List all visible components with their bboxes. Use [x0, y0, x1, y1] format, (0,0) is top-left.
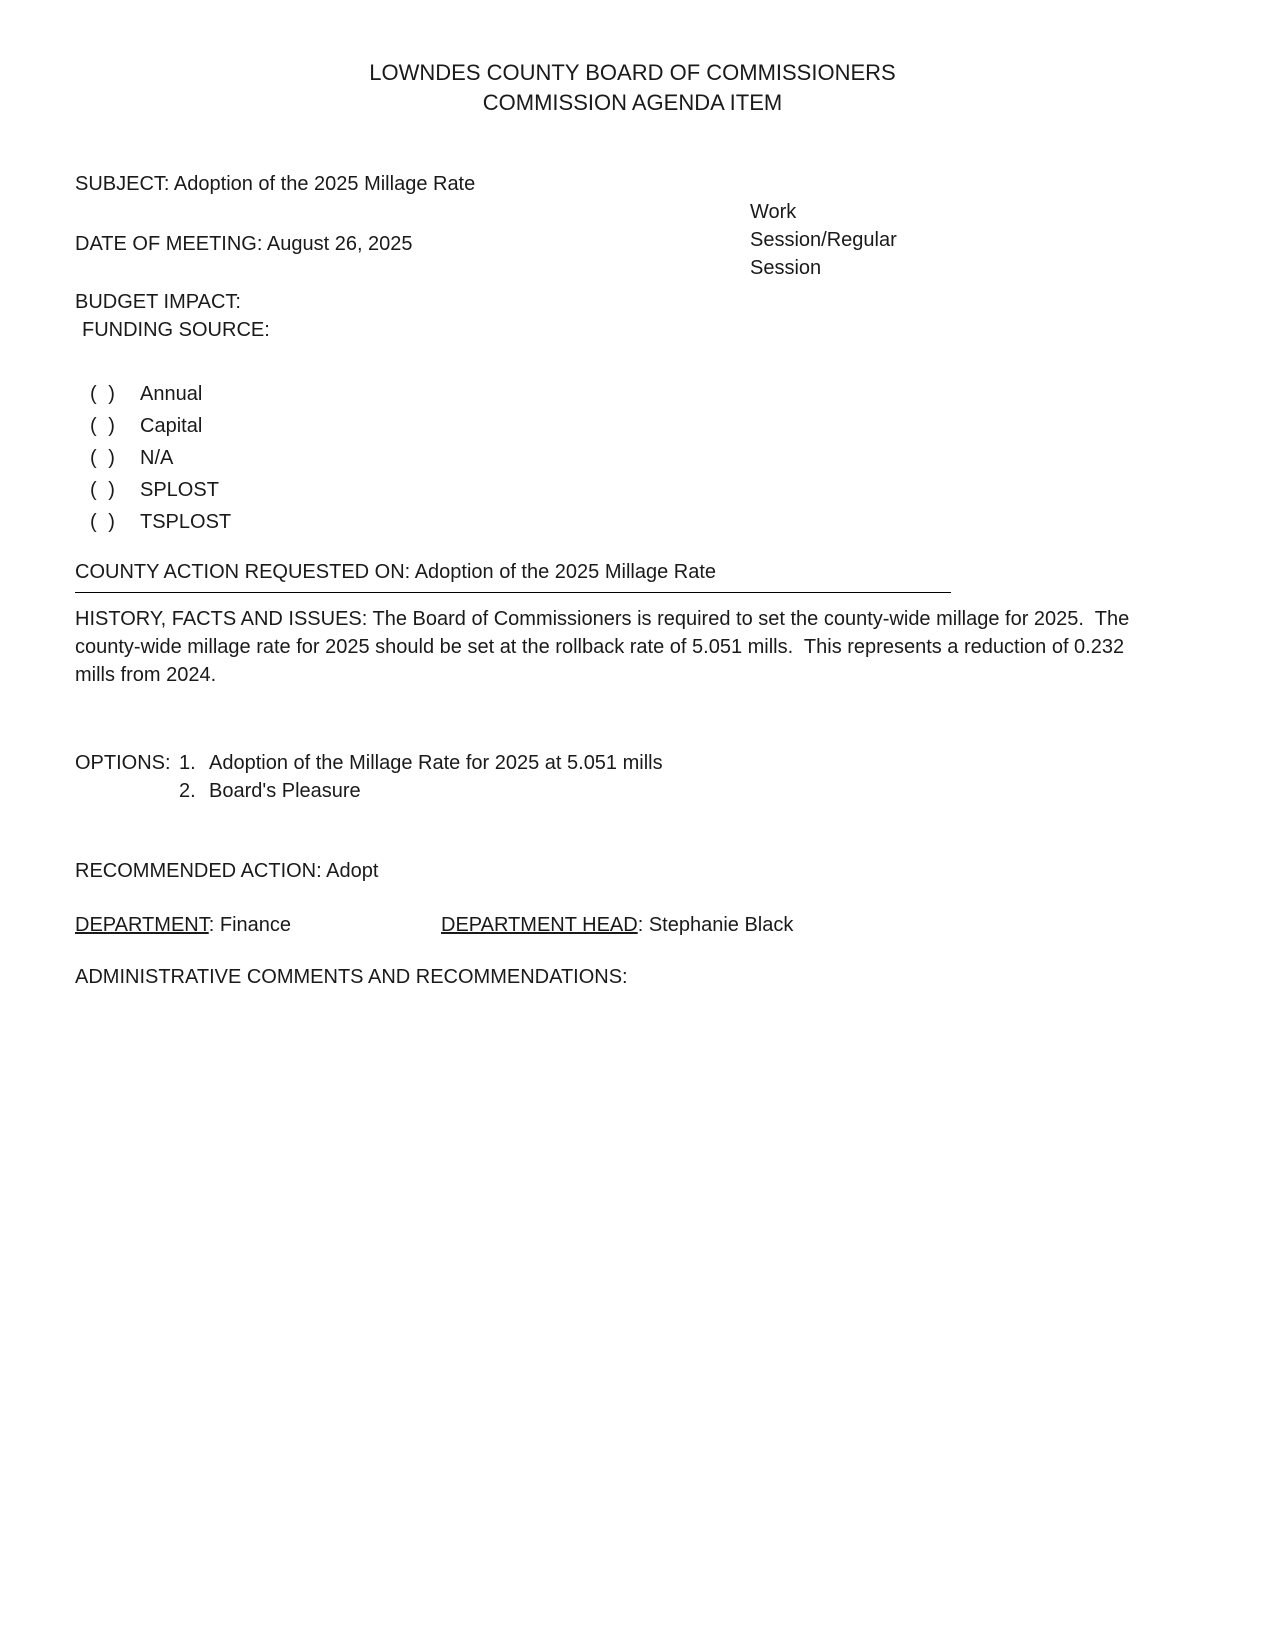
checkbox-empty-icon: ( ): [90, 383, 118, 405]
department-value: : Finance: [208, 914, 291, 936]
department-head-group: [441, 911, 793, 939]
title-line-1: LOWNDES COUNTY BOARD OF COMMISSIONERS: [369, 60, 896, 85]
history-label: HISTORY, FACTS AND ISSUES:: [75, 608, 368, 630]
session-line-1: Work: [750, 201, 797, 223]
funding-option-label: TSPLOST: [140, 511, 232, 533]
funding-option-label: Capital: [140, 415, 203, 437]
budget-impact-label: BUDGET IMPACT:: [75, 291, 241, 313]
funding-option-annual: [90, 378, 1190, 410]
department-group: [75, 911, 441, 939]
funding-option-na: [90, 442, 1190, 474]
funding-option-label: SPLOST: [140, 479, 219, 501]
county-action-line: [75, 558, 951, 593]
checkbox-empty-icon: ( ): [90, 447, 118, 469]
recommended-action-line: [75, 857, 1190, 885]
session-line-2: Session/Regular: [750, 229, 897, 251]
session-line-3: Session: [750, 257, 822, 279]
option-item-1: [179, 749, 663, 777]
subject-label: SUBJECT:: [75, 173, 170, 195]
option-item-2: [179, 777, 663, 805]
option-text: Board's Pleasure: [209, 780, 361, 802]
county-action-value: Adoption of the 2025 Millage Rate: [414, 561, 717, 583]
options-label: OPTIONS:: [75, 752, 171, 774]
checkbox-empty-icon: ( ): [90, 415, 118, 437]
options-list: [179, 749, 663, 805]
department-line: [75, 911, 1190, 939]
document-title: [75, 58, 1190, 118]
option-number: 1.: [179, 752, 196, 774]
date-of-meeting-line: [75, 230, 1190, 258]
subject-line: [75, 170, 1190, 198]
date-label: DATE OF MEETING:: [75, 233, 263, 255]
funding-option-tsplost: [90, 506, 1190, 538]
title-line-2: COMMISSION AGENDA ITEM: [482, 90, 783, 115]
county-action-label: COUNTY ACTION REQUESTED ON:: [75, 561, 411, 583]
checkbox-empty-icon: ( ): [90, 479, 118, 501]
administrative-comments-label: ADMINISTRATIVE COMMENTS AND RECOMMENDATIONS:: [75, 966, 628, 988]
history-facts-issues: [75, 605, 1150, 689]
department-label: DEPARTMENT: [75, 914, 209, 936]
funding-option-capital: [90, 410, 1190, 442]
checkbox-empty-icon: ( ): [90, 511, 118, 533]
funding-source-line: [75, 316, 1190, 344]
funding-option-label: Annual: [140, 383, 203, 405]
funding-option-label: N/A: [140, 447, 174, 469]
funding-option-splost: [90, 474, 1190, 506]
option-number: 2.: [179, 780, 196, 802]
funding-source-label: FUNDING SOURCE:: [82, 319, 270, 341]
history-text: The Board of Commissioners is required to set the county-wide millage for 2025. The county-wide millage rate for 2025 should be set at the rollback rate of 5.051 mills. This represents a reduction of 0.232 mills from 2024.: [75, 608, 1135, 686]
recommended-action-label: RECOMMENDED ACTION:: [75, 860, 322, 882]
option-text: Adoption of the Millage Rate for 2025 at 5.051 mills: [209, 752, 663, 774]
department-head-value: : Stephanie Black: [637, 914, 794, 936]
budget-impact-line: [75, 288, 1190, 316]
funding-options-list: [90, 378, 1190, 538]
administrative-comments-line: [75, 963, 1190, 991]
recommended-action-value: Adopt: [326, 860, 379, 882]
date-value: August 26, 2025: [266, 233, 413, 255]
options-section: [75, 749, 1190, 805]
department-head-label: DEPARTMENT HEAD: [441, 914, 638, 936]
session-type-block: [750, 198, 897, 282]
subject-value: Adoption of the 2025 Millage Rate: [173, 173, 476, 195]
